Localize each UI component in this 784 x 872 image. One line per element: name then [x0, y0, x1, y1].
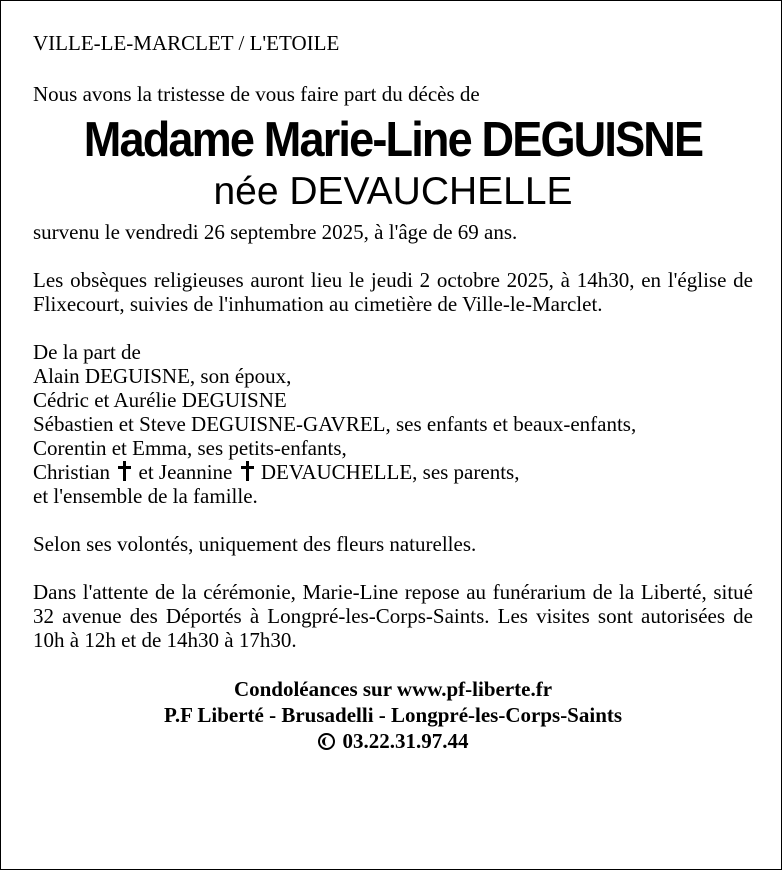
parent-father: Christian: [33, 460, 110, 484]
footer: [33, 676, 753, 754]
funeral-info: Les obsèques religieuses auront lieu le jeudi 2 octobre 2025, à 14h30, en l'église de Flixecourt, suivies de l'inhumation au cimetière de Ville-le-Marclet.: [33, 268, 753, 316]
parent-mother: et Jeannine: [138, 460, 233, 484]
family-line: Alain DEGUISNE, son époux,: [33, 364, 292, 388]
deceased-name: Madame Marie-Line DEGUISNE: [83, 113, 703, 167]
family-list: [33, 340, 753, 508]
location-heading: VILLE-LE-MARCLET / L'ETOILE: [33, 31, 340, 55]
family-from: De la part de: [33, 340, 141, 364]
death-info: survenu le vendredi 26 septembre 2025, à l'âge de 69 ans.: [33, 220, 518, 244]
phone-line: [33, 728, 753, 754]
intro-text: Nous avons la tristesse de vous faire part du décès de: [33, 82, 480, 106]
family-line: Cédric et Aurélie DEGUISNE: [33, 388, 287, 412]
funeral-home-line: P.F Liberté - Brusadelli - Longpré-les-Corps-Saints: [163, 703, 623, 727]
family-line: Sébastien et Steve DEGUISNE-GAVREL, ses enfants et beaux-enfants,: [33, 412, 637, 436]
parents-surname: DEVAUCHELLE, ses parents,: [260, 460, 520, 484]
latin-cross-icon: [118, 461, 130, 481]
maiden-name: née DEVAUCHELLE: [213, 170, 573, 213]
visitation-text: Dans l'attente de la cérémonie, Marie-Line repose au funérarium de la Liberté, situé 32 avenue des Déportés à Longpré-les-Corps-Saints. Les visites sont autorisées de 10h à 12h et de 14h30 à 17h30.: [33, 580, 753, 652]
family-line: Corentin et Emma, ses petits-enfants,: [33, 436, 347, 460]
family-line: et l'ensemble de la famille.: [33, 484, 258, 508]
phone-number: 03.22.31.97.44: [342, 729, 469, 753]
wishes-text: Selon ses volontés, uniquement des fleurs naturelles.: [33, 532, 477, 556]
latin-cross-icon: [241, 461, 253, 481]
phone-icon: [318, 733, 335, 750]
condolences-line: Condoléances sur www.pf-liberte.fr: [233, 677, 553, 701]
notice-content: [33, 31, 753, 754]
family-line-parents: [33, 460, 753, 484]
